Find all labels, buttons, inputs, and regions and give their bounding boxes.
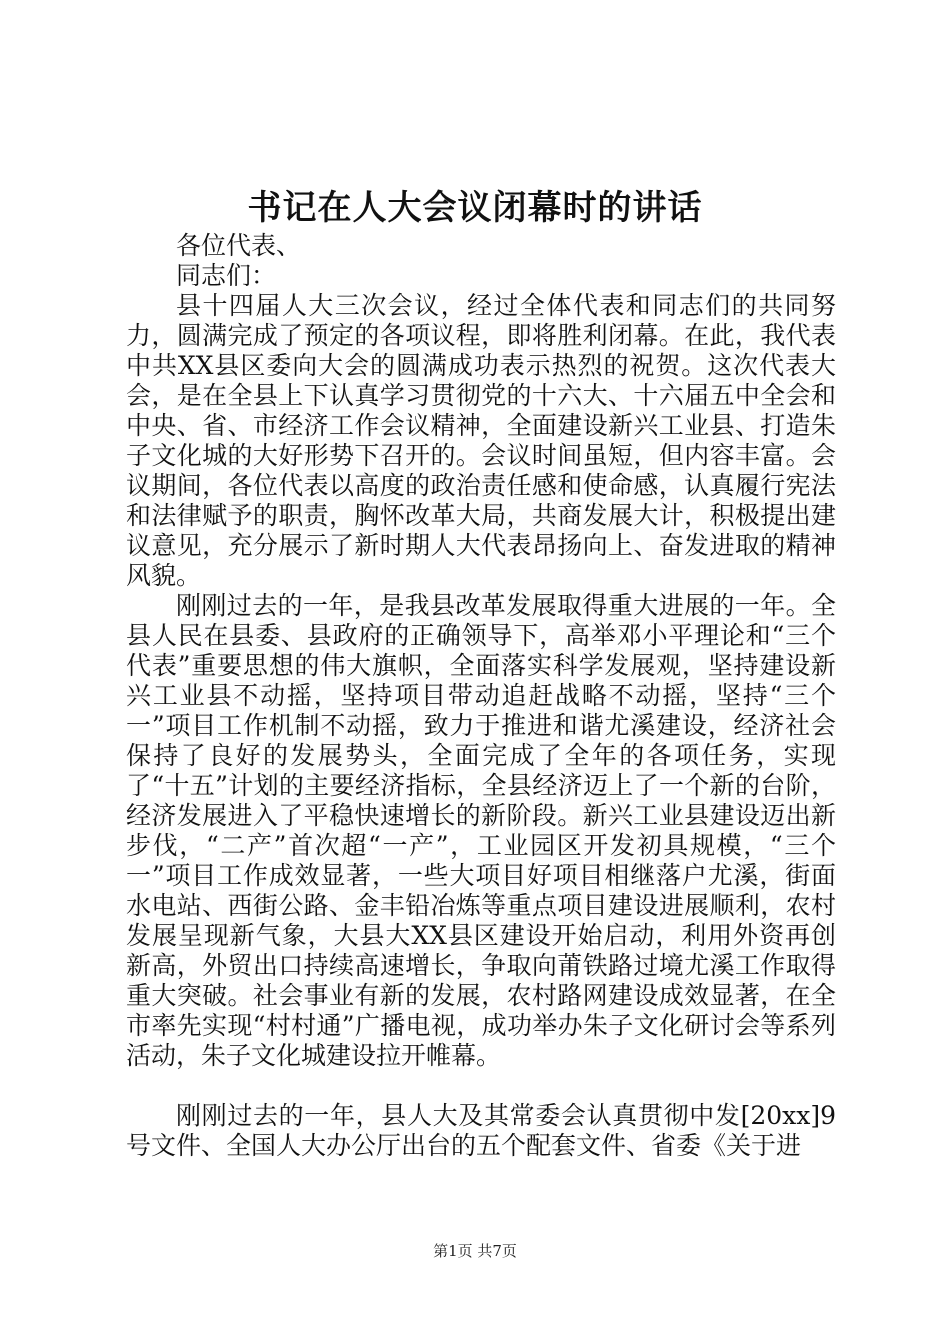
page-number-indicator: 第1页 共7页 — [433, 1242, 517, 1260]
paragraph-people-congress-work: 刚刚过去的一年，县人大及其常委会认真贯彻中发[20xx]9号文件、全国人大办公厅出台的五个配套文件、省委《关于进 — [126, 1101, 836, 1160]
salutation-comrades: 同志们： — [176, 261, 277, 290]
page-title: 书记在人大会议闭幕时的讲话 — [247, 188, 703, 228]
salutation-representatives: 各位代表、 — [176, 231, 302, 260]
document-body — [126, 231, 836, 1161]
page-footer — [0, 1241, 950, 1261]
paragraph-past-year-progress: 刚刚过去的一年，是我县改革发展取得重大进展的一年。全县人民在县委、县政府的正确领导下，高举邓小平理论和“三个代表”重要思想的伟大旗帜，全面落实科学发展观，坚持建设新兴工业县不动摇，坚持项目带动追赶战略不动摇，坚持“三个一”项目工作机制不动摇，致力于推进和谐尤溪建设，经济社会保持了良好的发展势头，全面完成了全年的各项任务，实现了“十五”计划的主要经济指标，全县经济迈上了一个新的台阶，经济发展进入了平稳快速增长的新阶段。新兴工业县建设迈出新步伐，“二产”首次超“一产”，工业园区开发初具规模，“三个一”项目工作成效显著，一些大项目好项目相继落户尤溪，街面水电站、西街公路、金丰铅冶炼等重点项目建设进展顺利，农村发展呈现新气象，大县大XX县区建设开始启动，利用外资再创新高，外贸出口持续高速增长，争取向莆铁路过境尤溪工作取得重大突破。社会事业有新的发展，农村路网建设成效显著，在全市率先实现“村村通”广播电视，成功举办朱子文化研讨会等系列活动，朱子文化城建设拉开帷幕。 — [126, 591, 836, 1070]
paragraph-meeting-summary: 县十四届人大三次会议，经过全体代表和同志们的共同努力，圆满完成了预定的各项议程，即将胜利闭幕。在此，我代表中共XX县区委向大会的圆满成功表示热烈的祝贺。这次代表大会，是在全县上下认真学习贯彻党的十六大、十六届五中全会和中央、省、市经济工作会议精神，全面建设新兴工业县、打造朱子文化城的大好形势下召开的。会议时间虽短，但内容丰富。会议期间，各位代表以高度的政治责任感和使命感，认真履行宪法和法律赋予的职责，胸怀改革大局，共商发展大计，积极提出建议意见，充分展示了新时期人大代表昂扬向上、奋发进取的精神风貌。 — [126, 291, 836, 590]
